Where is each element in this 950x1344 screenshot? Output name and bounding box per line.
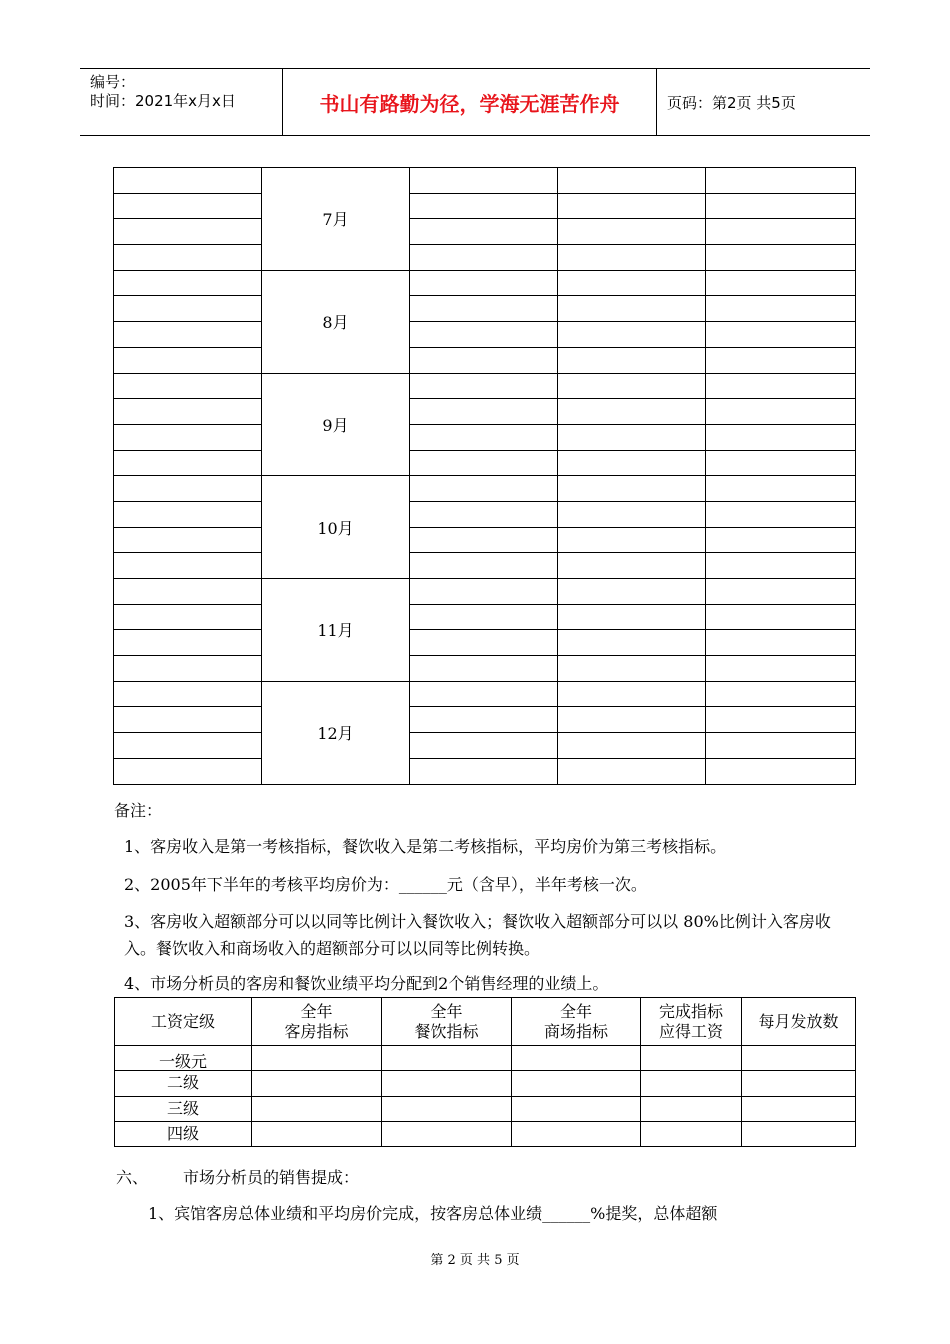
table-cell [558,656,706,682]
table-cell [114,681,262,707]
header-line: 全年 [430,1001,463,1021]
table-cell [706,373,856,399]
table-cell [558,193,706,219]
table-cell [706,399,856,425]
table-cell [114,758,262,784]
salary-header-cell [742,998,856,1046]
table-cell [558,630,706,656]
table-cell [558,424,706,450]
table-cell [410,630,558,656]
table-cell [114,450,262,476]
table-cell [706,604,856,630]
table-row [114,527,856,553]
table-row [114,347,856,373]
table-cell [641,1121,742,1146]
table-row [114,296,856,322]
number-label: 编号： [90,73,136,91]
table-row [114,193,856,219]
table-cell [410,604,558,630]
table-cell [641,1046,742,1071]
table-cell [114,322,262,348]
table-cell [512,1046,641,1071]
table-cell [114,553,262,579]
note-item-2: 2、2005年下半年的考核平均房价为：______元（含早），半年考核一次。 [124,875,647,894]
table-row [114,373,856,399]
table-cell [641,1096,742,1121]
table-row [115,1096,856,1121]
header-page-label: 页码：第2页 共5页 [667,93,796,112]
table-cell [706,476,856,502]
table-cell [558,296,706,322]
salary-header-cell [382,998,512,1046]
table-row [114,322,856,348]
table-cell [558,219,706,245]
table-row [114,656,856,682]
table-cell [114,604,262,630]
salary-header-cell [115,998,252,1046]
table-cell [410,373,558,399]
table-cell [410,656,558,682]
table-cell [252,1096,382,1121]
table-cell [512,1096,641,1121]
table-cell [114,733,262,759]
table-cell [558,681,706,707]
header-line: 工资定级 [150,1011,215,1031]
salary-header-row [115,998,856,1046]
table-cell [410,681,558,707]
table-row [115,1046,856,1071]
table-cell [706,579,856,605]
table-cell [114,527,262,553]
table-cell [742,1096,856,1121]
table-cell [410,168,558,194]
table-cell [558,733,706,759]
note-item-1: 1、客房收入是第一考核指标，餐饮收入是第二考核指标，平均房价为第三考核指标。 [124,837,727,856]
table-row [115,1071,856,1096]
table-row [114,733,856,759]
table-row [114,707,856,733]
monthly-target-table [113,167,856,785]
month-cell: 10月 [262,476,410,579]
month-cell: 9月 [262,373,410,476]
table-cell [410,476,558,502]
table-cell [558,399,706,425]
table-row [114,168,856,194]
table-cell [114,373,262,399]
note-item-4: 4、市场分析员的客房和餐饮业绩平均分配到2个销售经理的业绩上。 [124,974,609,993]
table-cell [114,707,262,733]
table-cell [114,193,262,219]
table-cell [706,501,856,527]
salary-level-cell: 三级 [115,1096,252,1121]
table-cell [558,476,706,502]
table-cell [558,707,706,733]
table-cell [114,245,262,271]
table-cell [512,1071,641,1096]
table-cell [410,758,558,784]
header-line: 完成指标 [658,1001,723,1021]
section-6-number: 六、 [116,1168,149,1187]
table-cell [114,501,262,527]
table-row [114,604,856,630]
table-cell [512,1121,641,1146]
section-6-item-1: 1、宾馆客房总体业绩和平均房价完成，按客房总体业绩______%提奖，总体超额 [148,1204,718,1223]
table-cell [410,501,558,527]
table-cell [706,733,856,759]
notes-title: 备注： [114,801,163,820]
note-item-3-text: 3、客房收入超额部分可以以同等比例计入餐饮收入；餐饮收入超额部分可以以 80%比例计入客房收入。餐饮收入和商场收入的超额部分可以以同等比例转换。 [124,912,831,958]
table-cell [252,1046,382,1071]
table-cell [410,450,558,476]
table-cell [114,168,262,194]
table-cell [706,347,856,373]
table-cell [706,193,856,219]
table-row [114,553,856,579]
header-motto: 书山有路勤为径，学海无涯苦作舟 [282,69,657,135]
table-cell [706,168,856,194]
month-cell: 11月 [262,579,410,682]
table-cell [382,1046,512,1071]
table-cell [410,296,558,322]
table-row [114,219,856,245]
page-footer: 第 2 页 共 5 页 [430,1253,520,1268]
table-cell [382,1071,512,1096]
table-cell [558,501,706,527]
table-cell [706,322,856,348]
table-cell [114,476,262,502]
table-cell [410,245,558,271]
header-line: 商场指标 [543,1021,608,1041]
table-cell [410,707,558,733]
table-row [115,1121,856,1146]
table-cell [114,296,262,322]
table-cell [706,681,856,707]
table-cell [641,1071,742,1096]
salary-header-cell [641,998,742,1046]
header-line: 全年 [559,1001,592,1021]
table-cell [410,270,558,296]
table-cell [410,399,558,425]
table-cell [410,579,558,605]
table-cell [558,604,706,630]
table-cell [558,758,706,784]
table-cell [558,373,706,399]
header-line: 应得工资 [658,1021,723,1041]
table-cell [742,1046,856,1071]
table-cell [252,1121,382,1146]
table-row [114,424,856,450]
table-cell [114,424,262,450]
table-cell [410,553,558,579]
table-cell [706,656,856,682]
table-row [114,758,856,784]
table-cell [114,656,262,682]
table-cell [706,219,856,245]
table-cell [706,707,856,733]
table-cell [742,1121,856,1146]
section-6-title: 市场分析员的销售提成： [183,1168,360,1187]
table-cell [114,347,262,373]
note-item-3 [124,908,844,962]
table-cell [382,1096,512,1121]
header-meta [80,69,282,135]
page-header [80,68,870,136]
salary-header-cell [512,998,641,1046]
table-cell [558,579,706,605]
table-cell [706,245,856,271]
table-cell [410,193,558,219]
table-cell [706,296,856,322]
table-cell [382,1121,512,1146]
table-cell [252,1071,382,1096]
table-cell [114,579,262,605]
table-cell [558,168,706,194]
month-cell: 12月 [262,681,410,784]
salary-level-cell: 二级 [115,1071,252,1096]
table-cell [558,322,706,348]
table-cell [706,450,856,476]
table-cell [558,270,706,296]
table-row [114,630,856,656]
table-row [114,501,856,527]
table-row [114,681,856,707]
table-cell [114,270,262,296]
header-line: 每月发放数 [758,1011,839,1031]
table-cell [114,630,262,656]
table-cell [558,245,706,271]
table-cell [410,733,558,759]
time-label: 时间：2021年x月x日 [90,92,236,110]
month-cell: 8月 [262,270,410,373]
salary-header-cell [252,998,382,1046]
table-cell [706,270,856,296]
header-line: 餐饮指标 [414,1021,479,1041]
salary-level-cell: 一级元 [115,1046,252,1071]
table-row [114,245,856,271]
table-cell [410,322,558,348]
table-cell [558,527,706,553]
table-cell [706,758,856,784]
salary-grade-table [114,997,856,1147]
table-cell [114,219,262,245]
table-cell [706,527,856,553]
salary-level-cell: 四级 [115,1121,252,1146]
table-row [114,579,856,605]
table-row [114,270,856,296]
header-line: 客房指标 [284,1021,349,1041]
table-cell [558,450,706,476]
table-cell [742,1071,856,1096]
table-cell [706,553,856,579]
table-row [114,450,856,476]
table-cell [558,553,706,579]
table-cell [410,219,558,245]
table-cell [114,399,262,425]
month-cell: 7月 [262,168,410,271]
table-cell [410,347,558,373]
table-cell [706,424,856,450]
table-row [114,399,856,425]
table-cell [410,424,558,450]
table-cell [558,347,706,373]
header-line: 全年 [300,1001,333,1021]
table-cell [706,630,856,656]
table-cell [410,527,558,553]
table-row [114,476,856,502]
